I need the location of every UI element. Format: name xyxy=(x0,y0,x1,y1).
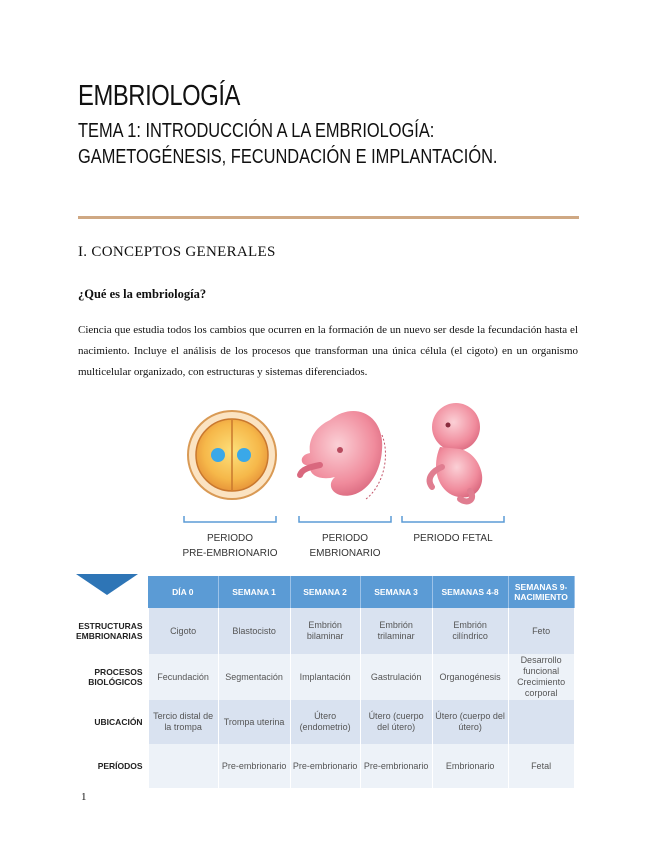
table-cell: Blastocisto xyxy=(218,608,290,654)
table-cell: Fetal xyxy=(508,744,574,788)
table-cell: Trompa uterina xyxy=(218,700,290,744)
table-cell: Embrión bilaminar xyxy=(290,608,360,654)
period-label-line: PERIODO xyxy=(321,533,369,544)
table-row xyxy=(74,654,574,700)
development-illustration xyxy=(170,395,520,570)
period-label-fetal xyxy=(400,531,506,546)
section-heading: I. CONCEPTOS GENERALES xyxy=(78,244,276,260)
table-cell: Útero (cuerpo del útero) xyxy=(432,700,508,744)
table-cell: Desarrollo funcional Crecimiento corporal xyxy=(508,654,574,700)
table-row-label: UBICACIÓN xyxy=(74,700,148,744)
definition-paragraph: Ciencia que estudia todos los cambios que ocurren en la formación de un nuevo ser desde la fecundación hasta el nacimiento. Incluye el análisis de los procesos que transforman una única célula (el cigoto) en un organismo multicelular organizado, con estructuras y sistemas diferenciados. xyxy=(78,324,578,378)
table-cell: Segmentación xyxy=(218,654,290,700)
table-cell: Embrión trilaminar xyxy=(360,608,432,654)
period-label-line: PERIODO xyxy=(206,533,254,544)
period-label-line: PERIODO FETAL xyxy=(413,533,493,544)
period-label-pre-embryonic xyxy=(178,531,282,561)
document-title: EMBRIOLOGÍA xyxy=(78,80,240,112)
table-cell: Útero (cuerpo del útero) xyxy=(360,700,432,744)
table-cell: Organogénesis xyxy=(432,654,508,700)
table-cell: Embrión cilíndrico xyxy=(432,608,508,654)
table-header-cell: SEMANA 2 xyxy=(290,576,360,608)
table-row xyxy=(74,608,574,654)
embryo-icon xyxy=(300,411,385,499)
table-cell xyxy=(148,744,218,788)
embryo-stages-image xyxy=(170,395,520,525)
table-row-label: ESTRUCTURAS EMBRIONARIAS xyxy=(74,608,148,654)
table-cell: Útero (endometrio) xyxy=(290,700,360,744)
table-row-label: PERÍODOS xyxy=(74,744,148,788)
table-cell: Fecundación xyxy=(148,654,218,700)
table-cell: Implantación xyxy=(290,654,360,700)
table-header-cell: SEMANAS 4-8 xyxy=(432,576,508,608)
period-brackets xyxy=(184,516,504,522)
table-cell: Pre-embrionario xyxy=(290,744,360,788)
table-cell: Cigoto xyxy=(148,608,218,654)
table-cell: Embrionario xyxy=(432,744,508,788)
table-row-label: PROCESOS BIOLÓGICOS xyxy=(74,654,148,700)
page-number: 1 xyxy=(81,791,87,803)
question-heading: ¿Qué es la embriología? xyxy=(78,287,207,301)
table-cell: Pre-embrionario xyxy=(360,744,432,788)
table-cell: Pre-embrionario xyxy=(218,744,290,788)
table-header-cell: DÍA 0 xyxy=(148,576,218,608)
period-label-embryonic xyxy=(293,531,397,561)
section-divider xyxy=(78,216,579,219)
fetus-icon xyxy=(430,403,483,501)
table-header-cell: SEMANAS 9-NACIMIENTO xyxy=(508,576,574,608)
period-label-line: EMBRIONARIO xyxy=(309,548,381,559)
table-row xyxy=(74,744,574,788)
period-label-line: PRE-EMBRIONARIO xyxy=(182,548,278,559)
document-subtitle: TEMA 1: INTRODUCCIÓN A LA EMBRIOLOGÍA: GAMETOGÉNESIS, FECUNDACIÓN E IMPLANTACIÓN. xyxy=(78,120,498,168)
table-cell: Feto xyxy=(508,608,574,654)
table-cell: Gastrulación xyxy=(360,654,432,700)
table-corner xyxy=(74,576,148,608)
table-cell: Tercio distal de la trompa xyxy=(148,700,218,744)
table-row xyxy=(74,700,574,744)
embryology-table xyxy=(74,576,575,788)
table-header-cell: SEMANA 3 xyxy=(360,576,432,608)
zygote-icon xyxy=(188,411,276,499)
table-header-row xyxy=(74,576,574,608)
table-cell xyxy=(508,700,574,744)
table-header-cell: SEMANA 1 xyxy=(218,576,290,608)
